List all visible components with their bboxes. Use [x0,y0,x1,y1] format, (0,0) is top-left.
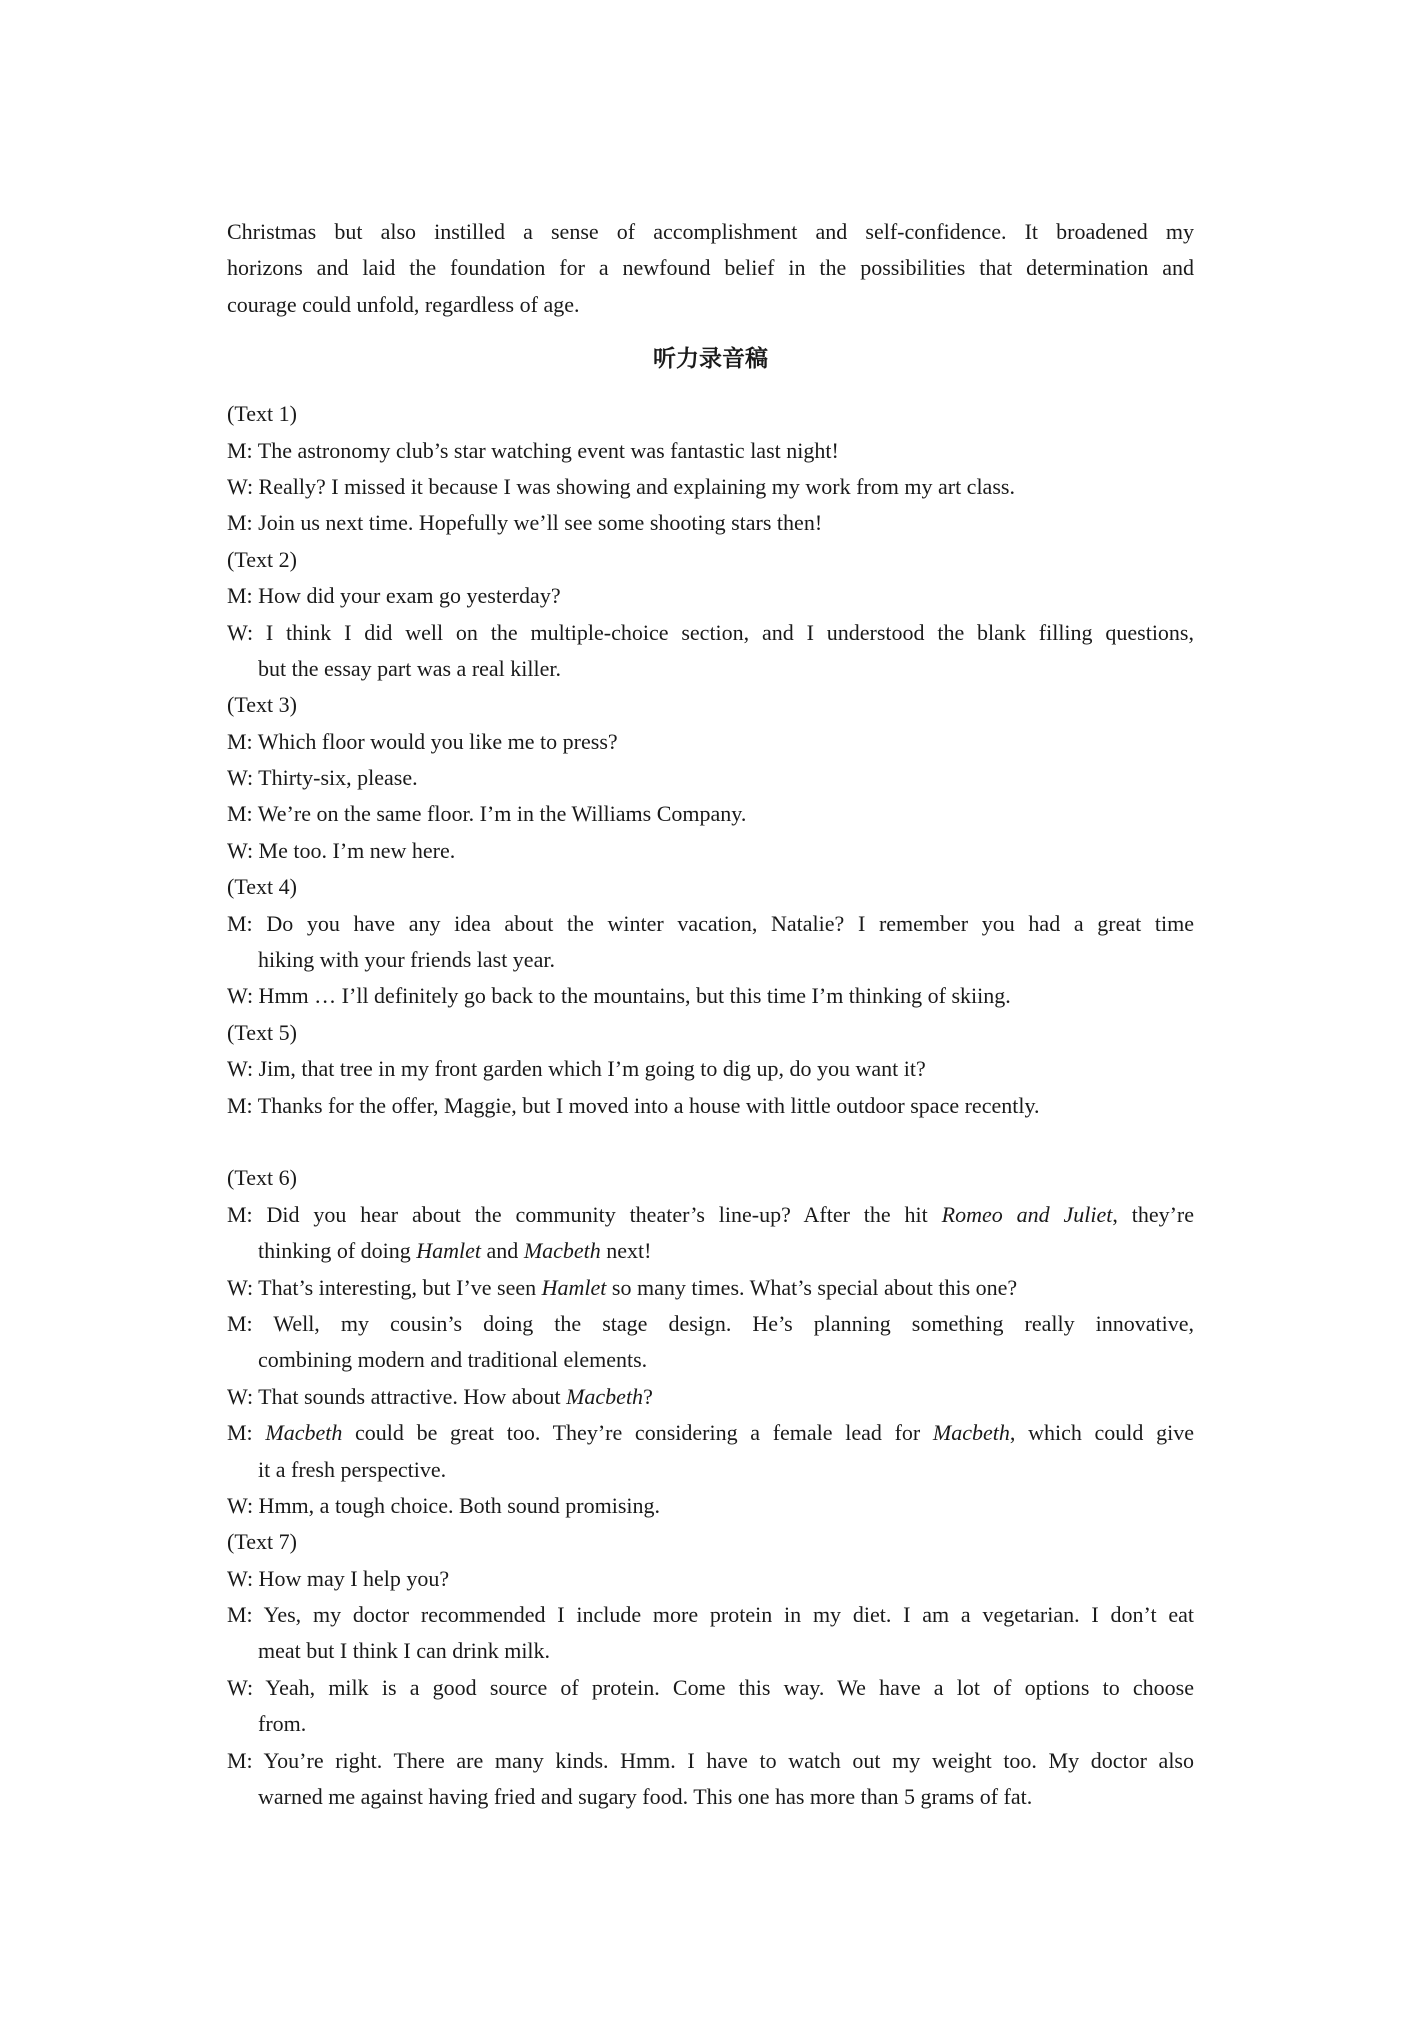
transcript-line [227,1160,1194,1196]
text-segment: (Text 4) [227,874,297,900]
text-segment: M: Which floor would you like me to press? [227,728,618,754]
transcript-line [227,1779,1194,1815]
italic-title: Macbeth [265,1420,343,1446]
text-segment: M: The astronomy club’s star watching event was fantastic last night! [227,437,839,463]
text-segment: (Text 5) [227,1019,297,1045]
text-segment: so many times. What’s special about this one? [606,1274,1018,1300]
transcript-line [227,651,1194,687]
transcript-line [227,578,1194,614]
italic-title: Macbeth [932,1420,1010,1446]
transcript-line [227,1306,1194,1342]
transcript-line [227,1233,1194,1269]
text-segment: W: Me too. I’m new here. [227,837,456,863]
paragraph-line [227,250,1194,286]
text-segment: warned me against having fried and sugary food. This one has more than 5 grams of fat. [258,1784,1033,1810]
text-segment: it a fresh perspective. [258,1456,447,1482]
text-segment: W: That sounds attractive. How about [227,1383,567,1409]
transcript-line [227,542,1194,578]
text-segment: M: Did you hear about the community theater’s line-up? After the hit [227,1201,942,1227]
text-segment: M: How did your exam go yesterday? [227,583,561,609]
text-segment: W: That’s interesting, but I’ve seen [227,1274,542,1300]
transcript-line [227,1743,1194,1779]
text-segment: , they’re [1112,1201,1195,1227]
paragraph-line [227,214,1194,250]
transcript-line [227,1597,1194,1633]
italic-title: Romeo and Juliet [941,1201,1113,1227]
transcript-line [227,1088,1194,1124]
transcript-line [227,1633,1194,1669]
transcript-line [227,1524,1194,1560]
transcript-line [227,1670,1194,1706]
paragraph-line [227,287,1194,323]
text-segment: M: Yes, my doctor recommended I include more protein in my diet. I am a vegetarian. I don’t eat [227,1602,1194,1628]
text-segment: M: Join us next time. Hopefully we’ll see some shooting stars then! [227,510,823,536]
transcript-line [227,1561,1194,1597]
transcript-line [227,1488,1194,1524]
text-segment: (Text 1) [227,401,297,427]
text-segment: could be great too. They’re considering a female lead for [342,1420,933,1446]
text-segment: W: I think I did well on the multiple-choice section, and I understood the blank filling questions, [227,619,1194,645]
text-segment: hiking with your friends last year. [258,947,555,973]
document-page [227,214,1194,1815]
transcript-line [227,687,1194,723]
transcript-line [227,833,1194,869]
text-segment: W: How may I help you? [227,1565,450,1591]
text-segment: and [481,1238,524,1264]
text-segment: M: We’re on the same floor. I’m in the Williams Company. [227,801,747,827]
transcript-line [227,1051,1194,1087]
transcript-line [227,760,1194,796]
transcript-line [227,942,1194,978]
transcript-line [227,869,1194,905]
transcript-line [227,1415,1194,1451]
text-segment: W: Hmm, a tough choice. Both sound promising. [227,1492,661,1518]
transcript-line [227,1452,1194,1488]
text-segment: from. [258,1711,307,1737]
text-segment: M: Do you have any idea about the winter vacation, Natalie? I remember you had a great time [227,910,1194,936]
transcript-line [227,978,1194,1014]
text-segment: W: Thirty-six, please. [227,765,418,791]
transcript-line [227,796,1194,832]
text-segment: combining modern and traditional elements. [258,1347,648,1373]
transcript-line [227,1379,1194,1415]
intro-paragraph [227,214,1194,323]
text-segment: Christmas but also instilled a sense of accomplishment and self-confidence. It broadened my [227,219,1194,244]
text-segment: , which could give [1009,1420,1194,1446]
transcript-line [227,1197,1194,1233]
text-segment: but the essay part was a real killer. [258,655,562,681]
text-segment: M: Well, my cousin’s doing the stage design. He’s planning something really innovative, [227,1310,1194,1336]
text-segment: M: [227,1420,266,1446]
transcript-line [227,724,1194,760]
text-segment: (Text 6) [227,1165,297,1191]
text-segment: M: You’re right. There are many kinds. Hmm. I have to watch out my weight too. My doctor also [227,1747,1194,1773]
transcript-line [227,1342,1194,1378]
text-segment: horizons and laid the foundation for a newfound belief in the possibilities that determination and [227,255,1194,281]
text-segment: ? [643,1383,653,1409]
listening-transcript [227,396,1194,1815]
transcript-line [227,505,1194,541]
text-segment: W: Really? I missed it because I was showing and explaining my work from my art class. [227,473,1015,499]
italic-title: Hamlet [541,1274,607,1300]
transcript-line [227,1270,1194,1306]
text-segment: next! [600,1238,652,1264]
text-segment: thinking of doing [258,1238,417,1264]
transcript-line [227,1706,1194,1742]
transcript-line [227,615,1194,651]
section-heading: 听力录音稿 [653,346,768,373]
text-segment: M: Thanks for the offer, Maggie, but I moved into a house with little outdoor space recently. [227,1092,1040,1118]
blank-line [227,1124,1194,1160]
transcript-line [227,906,1194,942]
text-segment: W: Jim, that tree in my front garden which I’m going to dig up, do you want it? [227,1056,926,1082]
text-segment: W: Hmm … I’ll definitely go back to the mountains, but this time I’m thinking of skiing. [227,983,1011,1009]
text-segment: (Text 2) [227,546,297,572]
transcript-line [227,469,1194,505]
transcript-line [227,1015,1194,1051]
transcript-line [227,433,1194,469]
text-segment: meat but I think I can drink milk. [258,1638,551,1664]
italic-title: Hamlet [416,1238,482,1264]
text-segment: (Text 7) [227,1529,297,1555]
text-segment: courage could unfold, regardless of age. [227,291,580,317]
text-segment: (Text 3) [227,692,297,718]
italic-title: Macbeth [566,1383,644,1409]
text-segment: W: Yeah, milk is a good source of protein. Come this way. We have a lot of options to choose [227,1674,1194,1700]
italic-title: Macbeth [523,1238,601,1264]
transcript-line [227,396,1194,432]
